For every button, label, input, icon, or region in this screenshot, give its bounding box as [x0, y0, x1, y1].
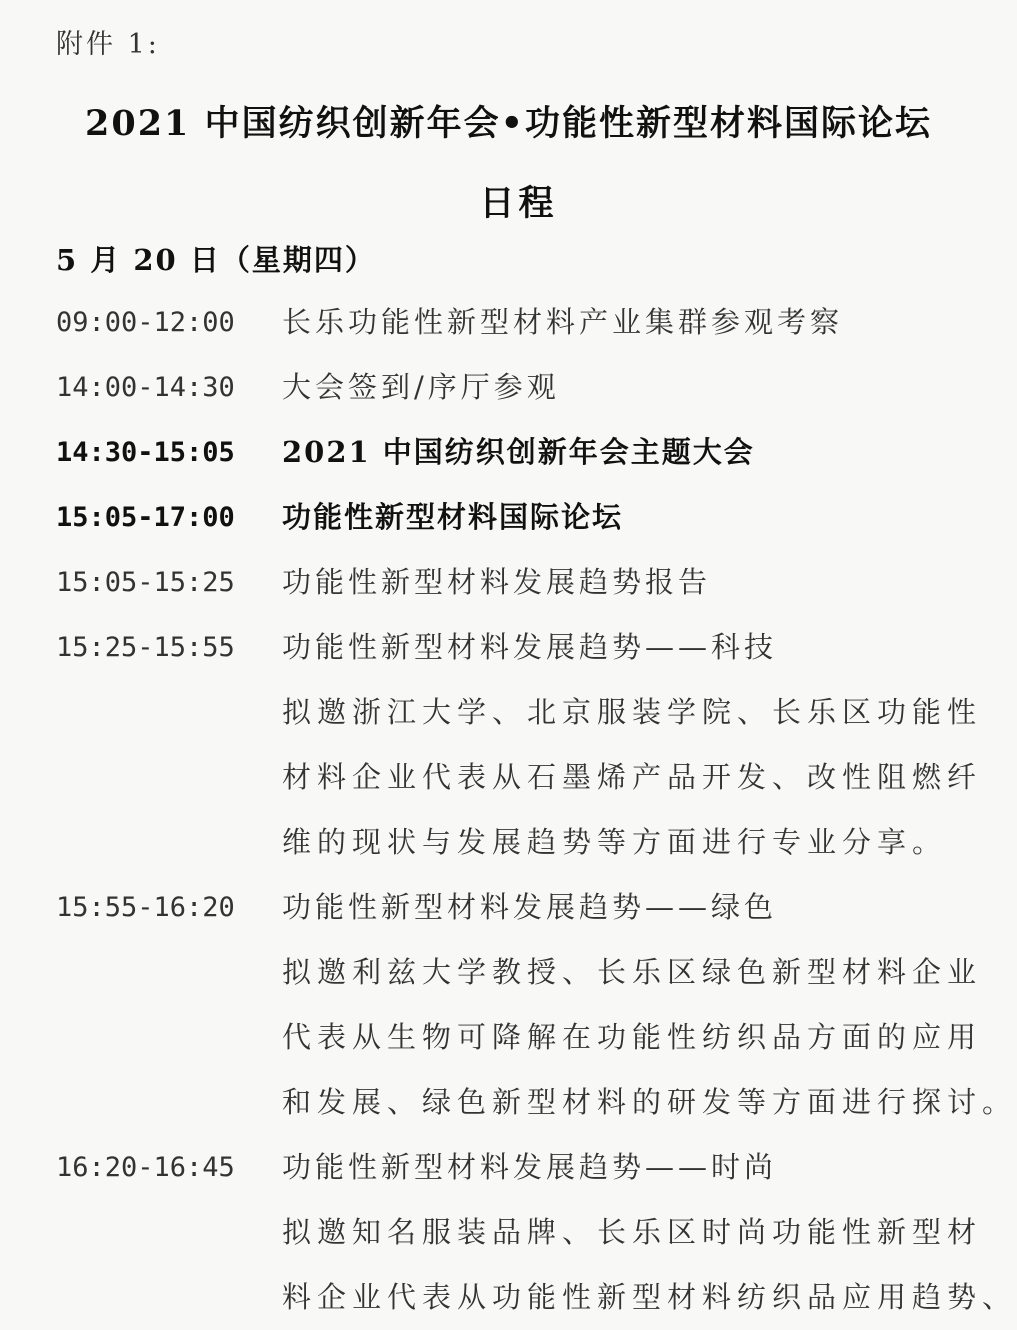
schedule-item	[282, 550, 1017, 615]
schedule-item	[282, 1135, 1017, 1330]
schedule-time: 15:05-15:25	[56, 567, 235, 598]
schedule-description-line: 和发展、绿色新型材料的研发等方面进行探讨。	[282, 1085, 1017, 1119]
schedule-item	[282, 485, 1017, 550]
schedule-row	[0, 355, 1017, 420]
attachment-label: 附件 1:	[56, 29, 160, 60]
schedule-row	[0, 485, 1017, 550]
schedule-item	[282, 420, 1017, 485]
schedule-item	[282, 875, 1017, 1135]
schedule-title: 功能性新型材料发展趋势报告	[282, 565, 712, 599]
schedule-row	[0, 290, 1017, 355]
document-subtitle: 日程	[479, 183, 558, 224]
schedule-item	[282, 290, 1017, 355]
schedule-description-line: 代表从生物可降解在功能性纺织品方面的应用	[282, 1020, 983, 1054]
schedule-time: 15:55-16:20	[56, 892, 235, 923]
schedule-title: 长乐功能性新型材料产业集群参观考察	[282, 305, 844, 339]
schedule-description-line: 料企业代表从功能性新型材料纺织品应用趋势、	[282, 1280, 1017, 1314]
schedule-time: 15:05-17:00	[56, 502, 235, 533]
schedule-description-line: 拟邀利兹大学教授、长乐区绿色新型材料企业	[282, 955, 983, 989]
schedule-row	[0, 420, 1017, 485]
schedule-title: 大会签到/序厅参观	[282, 370, 560, 404]
schedule-time: 14:00-14:30	[56, 372, 235, 403]
schedule-row	[0, 550, 1017, 615]
day-heading: 5 月 20 日（星期四）	[56, 243, 376, 277]
schedule-title: 功能性新型材料国际论坛	[282, 500, 624, 534]
schedule-description-line: 维的现状与发展趋势等方面进行专业分享。	[282, 825, 948, 859]
schedule-item	[282, 355, 1017, 420]
document-title: 2021 中国纺织创新年会•功能性新型材料国际论坛	[85, 103, 932, 144]
schedule-row	[0, 875, 1017, 1135]
schedule-time: 09:00-12:00	[56, 307, 235, 338]
schedule-title: 功能性新型材料发展趋势——时尚	[282, 1150, 778, 1184]
schedule-time: 14:30-15:05	[56, 437, 235, 468]
schedule-time: 16:20-16:45	[56, 1152, 235, 1183]
schedule-title: 功能性新型材料发展趋势——科技	[282, 630, 778, 664]
schedule-description-line: 拟邀知名服装品牌、长乐区时尚功能性新型材	[282, 1215, 983, 1249]
schedule-list	[0, 290, 1017, 1330]
schedule-row	[0, 615, 1017, 875]
schedule-time: 15:25-15:55	[56, 632, 235, 663]
schedule-title: 功能性新型材料发展趋势——绿色	[282, 890, 778, 924]
schedule-description-line: 材料企业代表从石墨烯产品开发、改性阻燃纤	[282, 760, 983, 794]
schedule-item	[282, 615, 1017, 875]
schedule-description-line: 拟邀浙江大学、北京服装学院、长乐区功能性	[282, 695, 983, 729]
schedule-title: 2021 中国纺织创新年会主题大会	[282, 435, 755, 469]
schedule-row	[0, 1135, 1017, 1330]
